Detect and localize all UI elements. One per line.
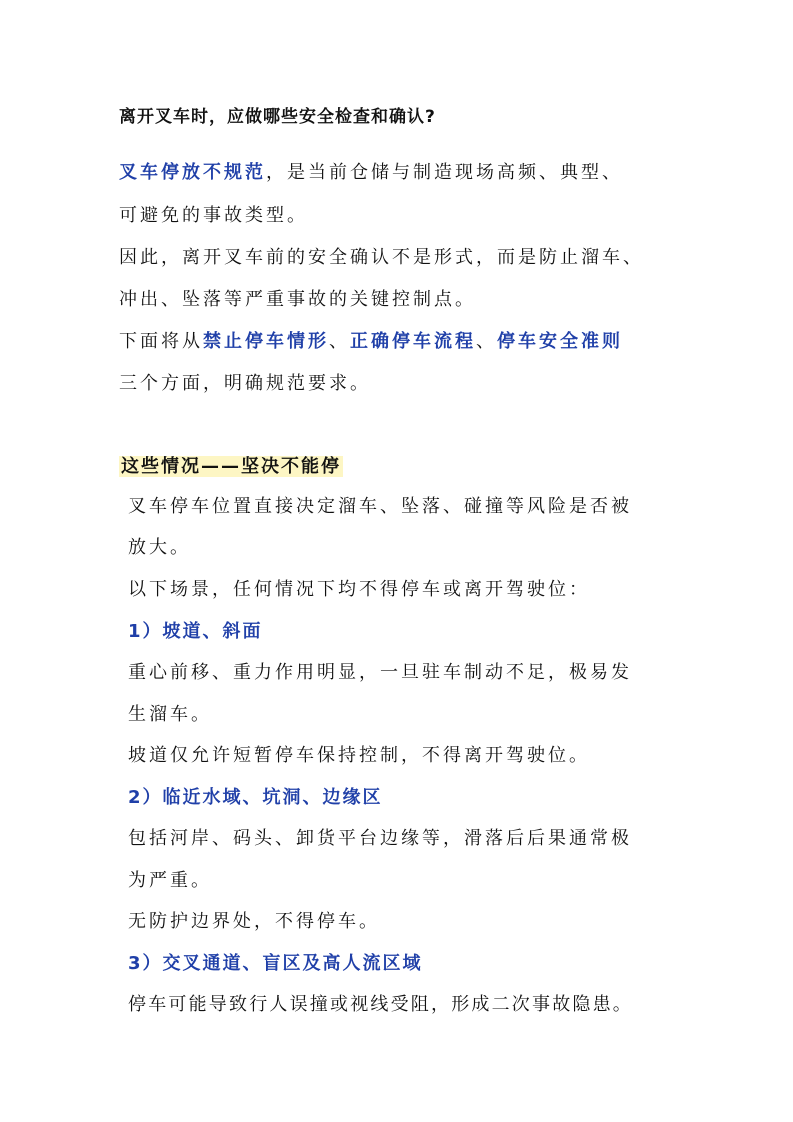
highlight-term: 禁止停车情形 (203, 331, 329, 352)
highlight-term: 叉车停放不规范 (119, 162, 266, 183)
highlight-term: 停车安全准则 (497, 331, 623, 352)
item-1-text: 重心前移、重力作用明显，一旦驻车制动不足，极易发 (128, 662, 632, 683)
doc-title: 离开叉车时，应做哪些安全检查和确认? (119, 107, 436, 127)
separator: 、 (329, 331, 350, 352)
highlight-term: 正确停车流程 (350, 331, 476, 352)
intro-paragraph-3-cont: 三个方面，明确规范要求。 (119, 373, 371, 394)
item-2-note: 无防护边界处，不得停车。 (128, 911, 380, 932)
section-lead-cont: 放大。 (128, 537, 191, 558)
item-1-title: 1）坡道、斜面 (128, 621, 263, 642)
item-2-title: 2）临近水域、坑洞、边缘区 (128, 787, 383, 808)
intro-paragraph-1 (119, 160, 623, 186)
section-heading (119, 454, 343, 480)
intro-text: 下面将从 (119, 331, 203, 352)
separator: 、 (476, 331, 497, 352)
item-3-title: 3）交叉通道、盲区及高人流区域 (128, 953, 423, 974)
intro-paragraph-2: 因此，离开叉车前的安全确认不是形式，而是防止溜车、 (119, 247, 644, 268)
intro-paragraph-2-cont: 冲出、坠落等严重事故的关键控制点。 (119, 289, 476, 310)
intro-paragraph-3 (119, 329, 623, 355)
item-2-text: 包括河岸、码头、卸货平台边缘等，滑落后后果通常极 (128, 828, 632, 849)
item-2-text-cont: 为严重。 (128, 870, 212, 891)
intro-text: ，是当前仓储与制造现场高频、典型、 (266, 162, 623, 183)
section-lead: 叉车停车位置直接决定溜车、坠落、碰撞等风险是否被 (128, 496, 632, 517)
section-lead-2: 以下场景，任何情况下均不得停车或离开驾驶位： (128, 579, 590, 600)
item-1-note: 坡道仅允许短暂停车保持控制，不得离开驾驶位。 (128, 745, 590, 766)
section-heading-text: 这些情况——坚决不能停 (121, 456, 341, 477)
intro-paragraph-1-cont: 可避免的事故类型。 (119, 205, 308, 226)
item-1-text-cont: 生溜车。 (128, 704, 212, 725)
item-3-text: 停车可能导致行人误撞或视线受阻，形成二次事故隐患。 (128, 994, 633, 1015)
